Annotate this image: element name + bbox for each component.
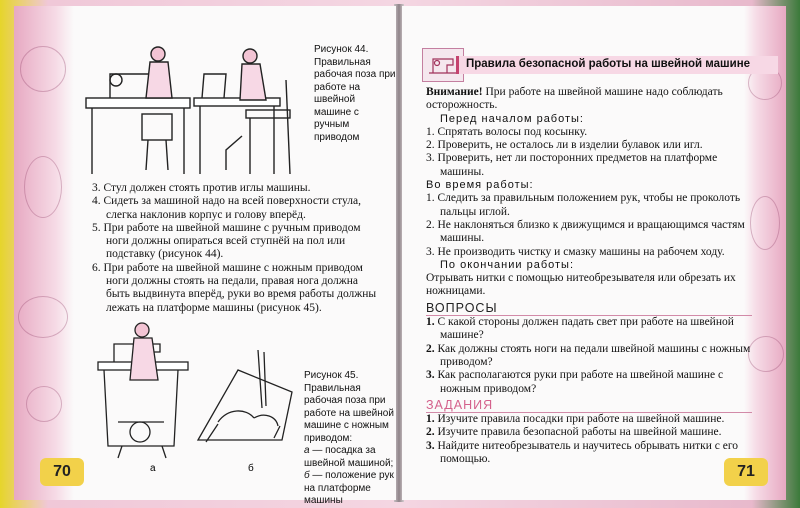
list-item: 3. Стул должен стоять против иглы машины. (92, 182, 311, 194)
question-item: 2. Как должны стоять ноги на педали швейной машины с ножным приводом? (426, 342, 751, 368)
list-item: 2. Проверить, не осталось ли в изделии булавок или игл. (426, 139, 703, 152)
figure-45-illustration (78, 322, 302, 466)
warning-paragraph: Внимание! При работе на швейной машине надо соблюдать осторожность. (426, 86, 723, 112)
list-item: 3. Не производить чистку и смазку машины на рабочем ходу. (426, 245, 725, 258)
before-work-heading: Перед началом работы: (440, 112, 584, 125)
questions-heading: ВОПРОСЫ (426, 302, 752, 316)
figure-45-label-a: а (150, 463, 156, 474)
right-page (402, 6, 786, 500)
left-page (14, 6, 396, 506)
task-item: 2. Изучите правила безопасной работы на швейной машине. (426, 426, 722, 439)
list-item: 2. Не наклоняться близко к движущимся и вращающимся частям машины. (426, 218, 745, 245)
list-item: 6. При работе на швейной машине с ножным приводом ноги должны стоять на педали, правая нога должна быть выдвинута вперёд, руки во время работы должны лежать на платформе машины (рисунок 45). (92, 261, 377, 314)
after-work-text: Отрывать нитки с помощью нитеобрезывателя или обрезать их ножницами. (426, 272, 736, 298)
decorative-border-left (14, 6, 74, 500)
tasks-heading: ЗАДАНИЯ (426, 399, 752, 413)
list-item: 5. При работе на швейной машине с ручным приводом ноги должны опираться всей ступнёй на пол или подставку (рисунок 44). (92, 221, 361, 261)
page-number-left: 70 (40, 458, 84, 486)
task-item: 1. Изучите правила посадки при работе на швейной машине. (426, 413, 725, 426)
question-item: 1. С какой стороны должен падать свет при работе на швейной машине? (426, 316, 734, 342)
figure-45-label-b: б (248, 463, 254, 474)
left-rules-list (92, 182, 384, 315)
page-number-right: 71 (724, 458, 768, 486)
section-title-bar (422, 54, 778, 76)
figure-44-illustration (76, 40, 306, 180)
right-content (426, 86, 752, 466)
task-item: 3. Найдите нитеобрезыватель и научитесь обрывать нитки с его помощью. (426, 439, 739, 466)
list-item: 1. Спрятать волосы под косынку. (426, 125, 588, 138)
list-item: 1. Следить за правильным положением рук, чтобы не проколоть пальцы иглой. (426, 192, 741, 218)
section-title: Правила безопасной работы на швейной машине (466, 58, 751, 70)
figure-45-caption: Рисунок 45. Правильная рабочая поза при работе на швейной машине с ножным приводом: а — посадка за швейной машиной; б — положение рук на платформе машины (304, 370, 394, 506)
list-item: 3. Проверить, нет ли посторонних предметов на платформе машины. (426, 152, 718, 178)
figure-44-caption: Рисунок 44. Правильная рабочая поза при работе на швейной машине с ручным приводом (314, 44, 396, 143)
question-item: 3. Как располагаются руки при работе на швейной машине с ножным приводом? (426, 369, 724, 395)
during-work-heading: Во время работы: (426, 179, 534, 192)
list-item: 4. Сидеть за машиной надо на всей поверхности стула, слегка наклонив корпус и голову вперёд. (92, 195, 361, 221)
after-work-heading: По окончании работы: (440, 258, 575, 271)
